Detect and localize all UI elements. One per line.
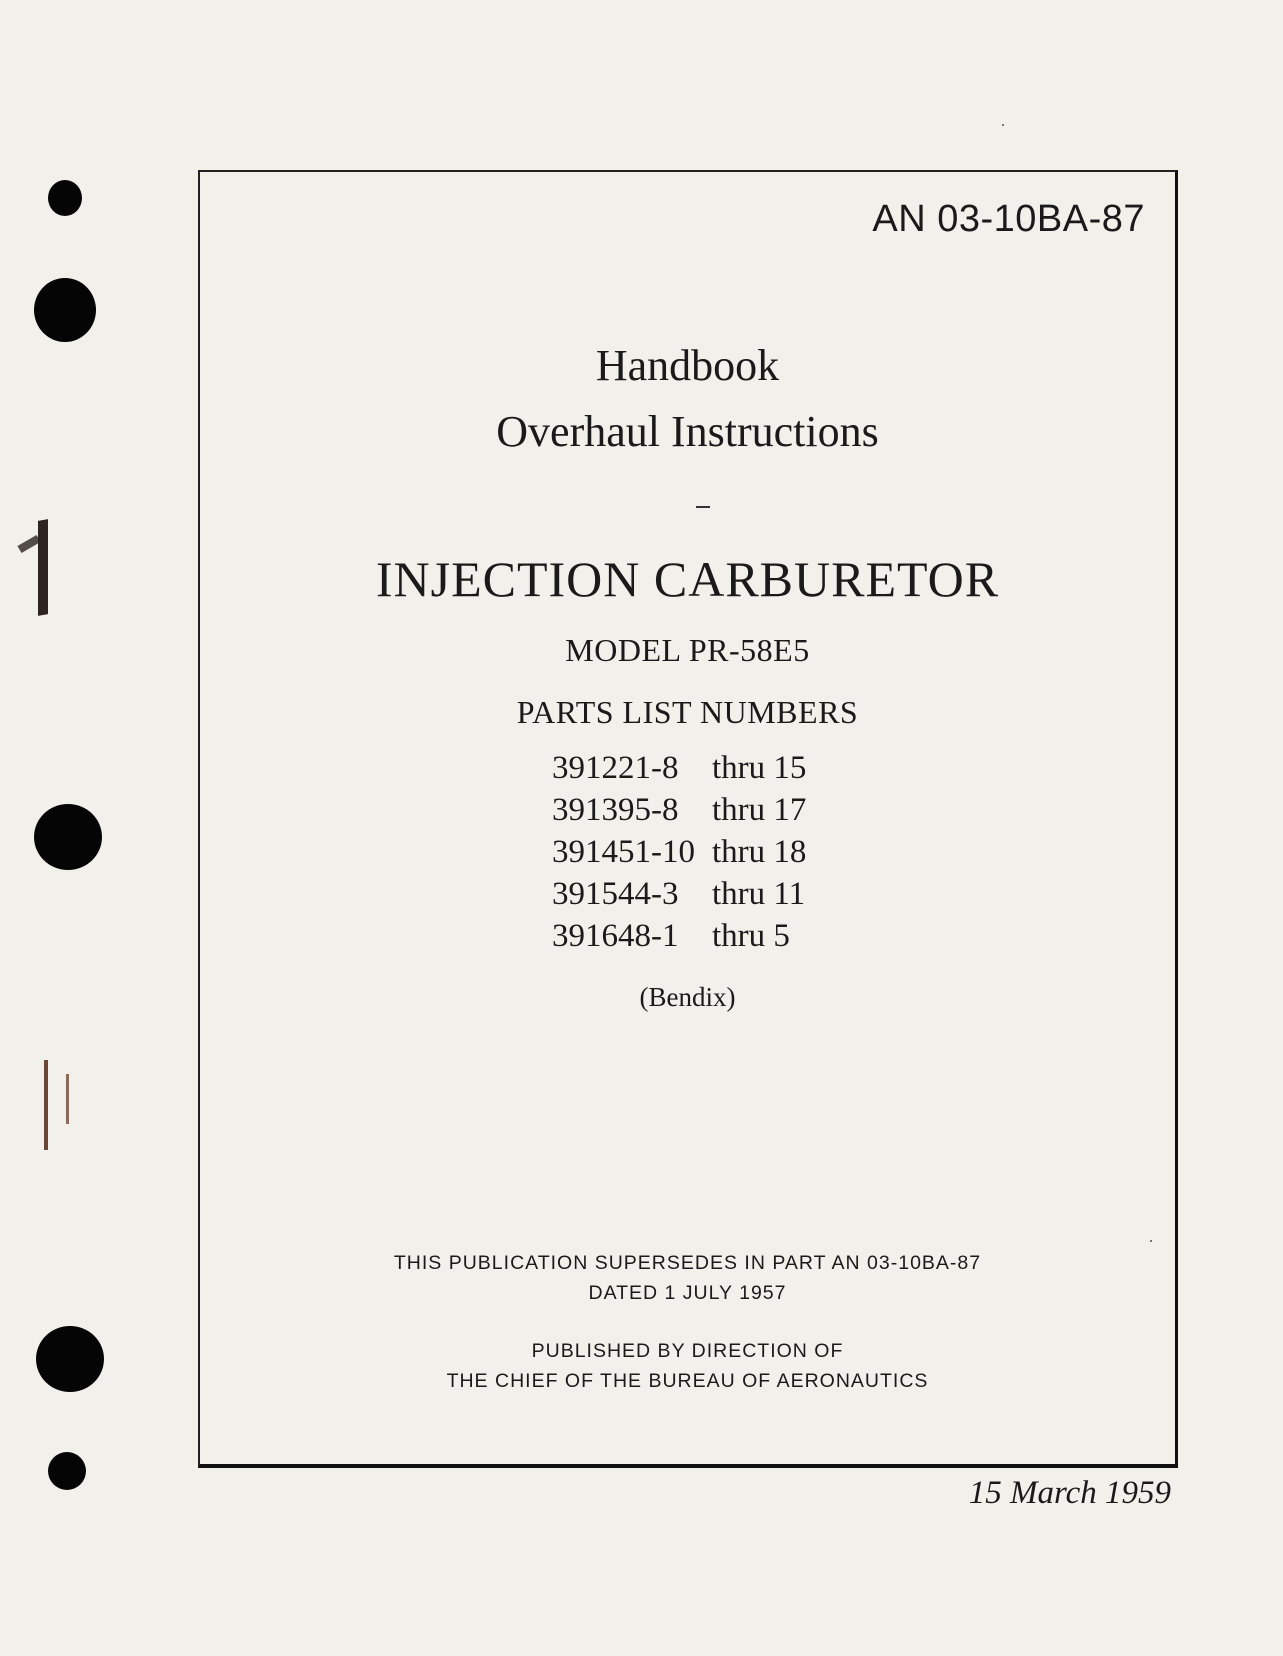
issue-date: 15 March 1959 [968,1475,1171,1511]
supersedes-notice-line-2: DATED 1 JULY 1957 [588,1282,787,1304]
part-range: thru 17 [712,792,807,828]
parts-list-row [552,789,806,831]
binding-damage-mark [44,1060,48,1150]
parts-list-row [552,747,806,789]
punch-hole [48,180,82,216]
part-range: thru 18 [712,834,807,870]
document-number: AN 03-10BA-87 [872,198,1145,240]
part-range: thru 15 [712,750,807,786]
part-number: 391221-8 [552,750,679,786]
document-type-line-1: Handbook [595,341,780,390]
punch-hole [34,804,102,870]
parts-list [552,747,806,957]
parts-list-heading: PARTS LIST NUMBERS [516,694,859,730]
punch-hole [36,1326,104,1392]
parts-list-row [552,873,806,915]
parts-list-row [552,831,806,873]
model-line: MODEL PR-58E5 [565,632,810,668]
part-range: thru 11 [712,876,806,912]
parts-list-row [552,915,806,957]
cover-frame [198,170,1178,1468]
manufacturer: (Bendix) [639,982,736,1012]
part-number: 391648-1 [552,918,679,954]
publisher-notice-line-2: THE CHIEF OF THE BUREAU OF AERONAUTICS [446,1370,929,1392]
paper-speck [1002,124,1004,126]
punch-hole [34,278,96,342]
binding-damage-mark [38,519,48,616]
punch-hole [48,1452,86,1490]
part-number: 391544-3 [552,876,679,912]
binding-damage-mark [66,1074,69,1124]
document-type-line-2: Overhaul Instructions [496,407,879,456]
publisher-notice-line-1: PUBLISHED BY DIRECTION OF [531,1340,844,1362]
part-number: 391451-10 [552,834,695,870]
document-title: INJECTION CARBURETOR [375,551,1000,607]
part-number: 391395-8 [552,792,679,828]
supersedes-notice-line-1: THIS PUBLICATION SUPERSEDES IN PART AN 03-10BA-87 [393,1252,982,1274]
part-range: thru 5 [712,918,790,954]
dash-mark [696,506,710,508]
